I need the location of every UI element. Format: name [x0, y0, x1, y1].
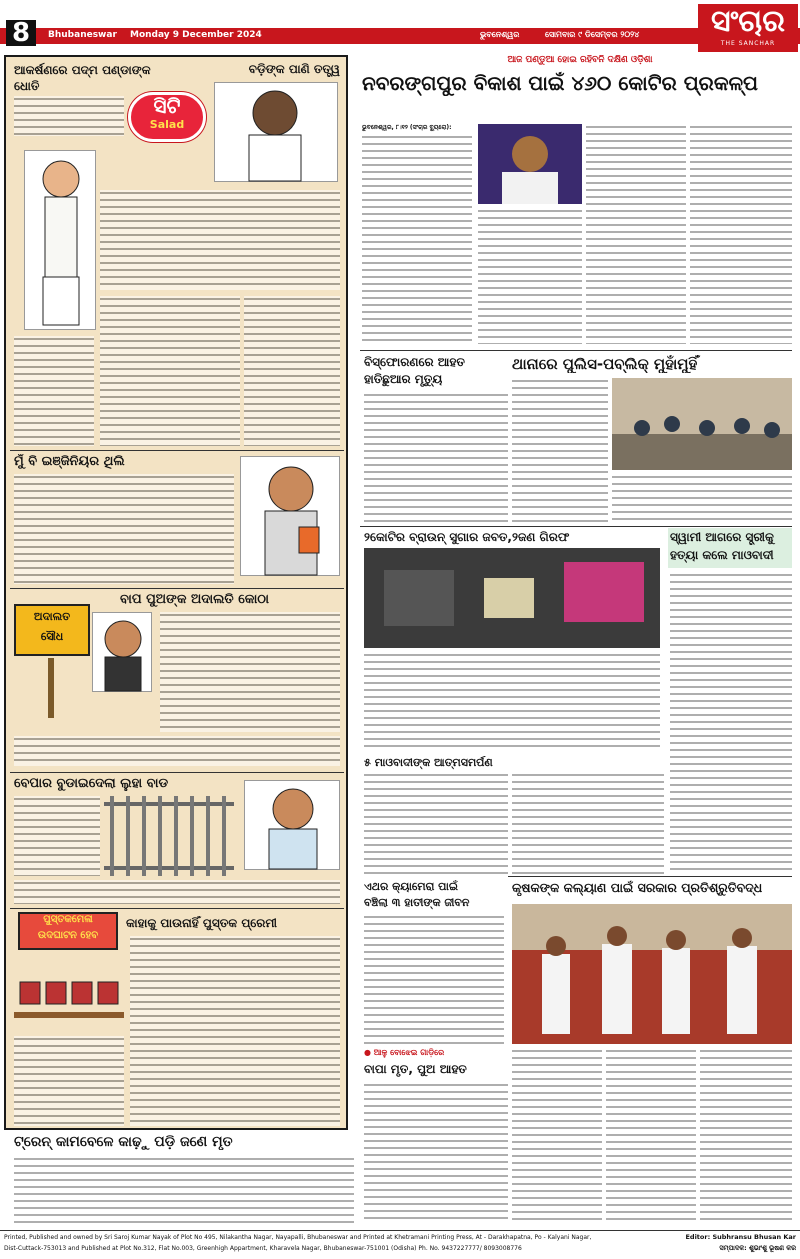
- story2-body: [100, 190, 340, 290]
- chief-minister-photo: [478, 124, 582, 204]
- masthead-sub: THE SANCHAR: [720, 40, 776, 47]
- minister-caricature: [214, 82, 338, 182]
- header-city-en: Bhubaneswar: [48, 30, 117, 40]
- engineer-caricature-art: [241, 457, 341, 577]
- story5-body: [14, 796, 100, 876]
- court-sign-post: [48, 658, 54, 718]
- wife-headline-1: ସ୍ୱାମୀ ଆଗରେ ସ୍ତ୍ରୀକୁ: [670, 530, 774, 544]
- footer-editor-en: Editor: Subhransu Bhusan Kar: [685, 1233, 796, 1241]
- maoist-headline: ୫ ମାଓବାଦୀଙ୍କ ଆତ୍ମସମର୍ପଣ: [364, 756, 493, 769]
- engineer-caricature: [240, 456, 340, 576]
- police-station-photo: [612, 378, 792, 470]
- lead-kicker: ଆଜ ପଣ୍ଡୁଆ ହୋଇ ରହିବନି ଦକ୍ଷିଣ ଓଡ଼ିଶା: [507, 55, 653, 65]
- divider-r3: [508, 876, 792, 877]
- lead-dateline: ଭୁବନେଶ୍ୱର, ୮।୧୨ (ସଂଚାର ବ୍ୟୁରୋ):: [362, 124, 452, 131]
- bottom-left-body: [14, 1156, 354, 1224]
- court-sign-line2: ସୌଧ: [40, 630, 64, 643]
- farmer-body-col3: [700, 1048, 792, 1224]
- city-salad-title: ସିଟି: [153, 94, 181, 118]
- police-body-col2: [612, 474, 792, 524]
- header-city-or: ଭୁବନେଶ୍ୱର: [480, 30, 520, 39]
- police-headline: ଥାନାରେ ପୁଲିସ-ପବ୍ଲିକ୍ ମୁହାଁମୁହିଁ: [512, 355, 698, 373]
- wife-body: [670, 572, 792, 872]
- wife-headline-2: ହତ୍ୟା କଲେ ମାଓବାଦୀ: [670, 548, 774, 562]
- story2-body-cont: [244, 296, 340, 446]
- story1-body-cont: [100, 296, 240, 446]
- politician-caricature: [24, 150, 96, 330]
- empty-chairs-art: [14, 952, 124, 1032]
- blast-headline-2: ହାତିଛୁଆର ମୃତ୍ୟୁ: [364, 372, 443, 386]
- story5-headline: ବେପାର ବୁଡାଇଦେଲା ଲୁହା ବାଡ: [14, 776, 169, 791]
- blast-body: [364, 392, 508, 522]
- divider-3: [10, 772, 344, 773]
- divider-1: [10, 450, 344, 451]
- politician-caricature-art: [25, 151, 97, 331]
- header-date-en: Monday 9 December 2024: [130, 30, 262, 40]
- story4-body: [160, 612, 340, 732]
- seized-drugs-photo: [364, 548, 660, 648]
- iron-fence-illustration: [104, 796, 234, 876]
- divider-r1: [360, 350, 792, 351]
- story1-body-end: [14, 336, 94, 446]
- footer-rule: [0, 1230, 800, 1231]
- book-fair-sign-line2: ଉଦଘାଟନ ହେବ: [37, 930, 99, 941]
- farmer-headline: କୃଷକଙ୍କ କଲ୍ୟାଣ ପାଇଁ ସରକାର ପ୍ରତିଶ୍ରୁତିବଦ୍ଧ: [512, 880, 763, 895]
- divider-2: [10, 588, 344, 589]
- story6-headline: କାହାକୁ ପାଉନାହିଁ ପୁସ୍ତକ ପ୍ରେମୀ: [126, 916, 277, 930]
- story2-headline: ବଡ଼ିଙ୍କ ପାଣି ତତ୍ତ୍ୱ: [248, 62, 340, 76]
- accident-body: [364, 1082, 508, 1224]
- story6-body: [130, 936, 340, 1126]
- chief-minister-photo-art: [478, 124, 582, 204]
- accident-headline: ବାପା ମୃତ, ପୁଅ ଆହତ: [364, 1062, 467, 1076]
- police-station-photo-art: [612, 378, 792, 470]
- masthead-logo: ସଂଚାର: [711, 4, 785, 39]
- blast-headline-1: ବିସ୍ଫୋରଣରେ ଆହତ: [364, 355, 465, 369]
- lawyer-caricature: [92, 612, 152, 692]
- city-salad-sub: Salad: [149, 118, 185, 131]
- lawyer-caricature-art: [93, 613, 153, 693]
- event-photo-art: [512, 904, 792, 1044]
- sugar-headline: ୨କୋଟିର ବ୍ରାଉନ୍ ସୁଗାର ଜବତ,୨ଜଣ ଗିରଫ: [364, 530, 570, 544]
- court-sign-line1: ଅଦାଲତ: [33, 610, 71, 623]
- seized-drugs-photo-art: [364, 548, 660, 648]
- sugar-body-cont: [512, 772, 664, 876]
- footer-imprint-line1: Printed, Published and owned by Sri Saroj Kumar Nayak of Plot No 495, Nilakantha Nagar, Nayapalli, Bhubaneswar and Printed at Khetramani Printing Press, At - Darakhapatna, Po - Kalyani Nagar,: [4, 1234, 592, 1241]
- story1-body: [14, 96, 124, 136]
- trader-caricature-art: [245, 781, 341, 871]
- iron-fence-art: [104, 796, 234, 876]
- lead-body-col4: [690, 124, 792, 344]
- bottom-left-headline: ଟ୍ରେନ୍ କାମବେଳେ କାଢ଼ୁ ପଡ଼ି ଜଣେ ମୃତ: [14, 1134, 233, 1150]
- lead-body-col1: [362, 134, 472, 344]
- story4-headline: ବାପ ପୁଅଙ୍କ ଅଦାଲତି କୋଠା: [120, 592, 269, 607]
- empty-chairs-illustration: [14, 952, 124, 1032]
- camera-body: [364, 914, 504, 1044]
- header-bar: [0, 28, 800, 44]
- maoist-body: [364, 772, 508, 876]
- farmer-body-col2: [606, 1048, 696, 1224]
- lead-headline: ନବରଙ୍ଗପୁର ବିକାଶ ପାଇଁ ୪୬୦ କୋଟିର ପ୍ରକଳ୍ପ: [362, 71, 758, 95]
- police-body-col1: [512, 378, 608, 524]
- story5-body-cont: [14, 880, 340, 904]
- lead-body-col3: [586, 124, 686, 344]
- camera-headline-1: ଏଥର କ୍ୟାମେରା ପାଇଁ: [364, 880, 459, 893]
- header-date-or: ସୋମବାର ୯ ଡିସେମ୍ବର ୨୦୨୪: [545, 30, 640, 39]
- story1-headline: ଆକର୍ଷଣରେ ପଦ୍ମ ପଣ୍ଡାଙ୍କ ଧୋତି: [14, 63, 151, 93]
- footer-editor-or: ସମ୍ପାଦକ: ଶୁଭାଂଶୁ ଭୂଷଣ କର: [719, 1244, 796, 1252]
- divider-4: [10, 908, 344, 909]
- story3-body: [14, 474, 234, 584]
- trader-caricature: [244, 780, 340, 870]
- minister-caricature-art: [215, 83, 339, 183]
- page-number: 8: [6, 20, 36, 46]
- camera-headline-2: ବଞ୍ଚିଲା ୩ ହାତୀଙ୍କ ଜୀବନ: [364, 896, 470, 909]
- footer-imprint-line2: Dist-Cuttack-753013 and Published at Plot No.312, Flat No.003, Greenhigh Appartment, Kharavela Nagar, Bhubaneswar-751001 (Odisha) Ph. No. 9437227777/ 8093008776: [4, 1245, 522, 1252]
- sugar-body: [364, 652, 660, 752]
- story6-body-cont: [14, 1036, 124, 1126]
- story4-body-cont: [14, 736, 340, 766]
- accident-kicker: ● ଆଳୁ ବୋଝେଇ ଗାଡ଼ିରେ: [364, 1048, 445, 1057]
- event-photo: [512, 904, 792, 1044]
- book-fair-sign-line1: ପୁସ୍ତକମେଳା: [43, 914, 93, 925]
- divider-r2: [360, 526, 792, 527]
- farmer-body-col1: [512, 1048, 602, 1224]
- story3-headline: ମୁଁ ବି ଇଞ୍ଜିନିୟର ଥିଲି: [14, 454, 125, 469]
- lead-body-col2: [478, 208, 582, 344]
